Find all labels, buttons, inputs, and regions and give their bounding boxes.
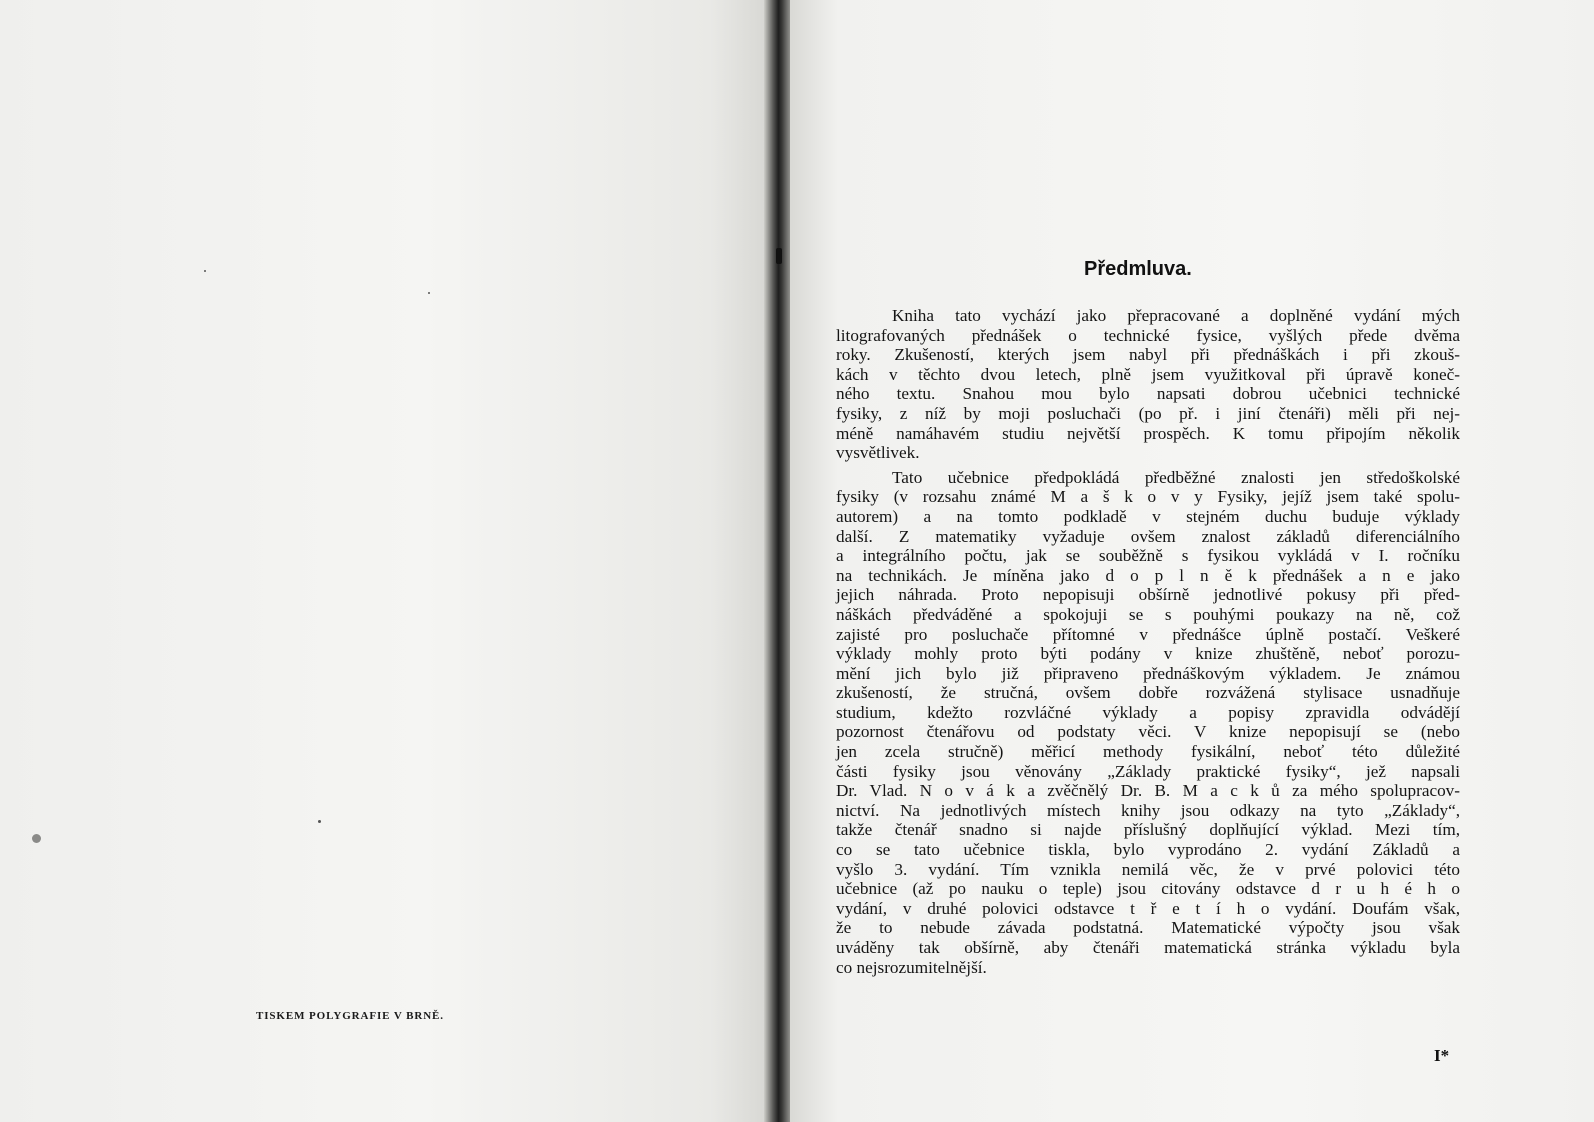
- text-line: vydání, v druhé polovici odstavce t ř e t í h o vydání. Doufám však,: [836, 898, 1460, 918]
- paragraph: [836, 468, 1460, 977]
- text-line: litografovaných přednášek o technické fysice, vyšlých přede dvěma: [836, 325, 1460, 345]
- paper-speck: [428, 292, 430, 294]
- text-line: vysvětlivek.: [836, 443, 920, 463]
- page-heading: Předmluva.: [1084, 258, 1192, 280]
- text-line: Kniha tato vychází jako přepracované a doplněné vydání mých: [892, 306, 1460, 325]
- paragraph: [836, 306, 1460, 463]
- text-line: jen zcela stručně) měřicí methody fysikální, neboť této důležité: [836, 742, 1460, 762]
- text-line: co nejsrozumitelnější.: [836, 957, 987, 977]
- text-line: jejich náhrada. Proto nepopisuji obšírně jednotlivé pokusy při před-: [836, 585, 1460, 605]
- binding-thread: [776, 248, 782, 264]
- paper-speck: [204, 270, 206, 272]
- text-line: výklady mohly proto býti podány v knize zhuštěně, neboť porozu-: [836, 644, 1460, 664]
- page-folio: I*: [1434, 1046, 1450, 1065]
- left-page: [0, 0, 772, 1122]
- preface-body: [836, 306, 1460, 977]
- text-line: zkušeností, že stručná, ovšem dobře rozvážená stylisace usnadňuje: [836, 683, 1460, 703]
- text-line: mění jich bylo již připraveno přednáškovým výkladem. Je známou: [836, 663, 1460, 683]
- text-line: Dr. Vlad. N o v á k a zvěčnělý Dr. B. M a c k ů za mého spolupracov-: [836, 781, 1460, 801]
- text-line: fysiky, z níž by moji posluchači (po př. i jiní čtenáři) měli při nej-: [836, 403, 1460, 423]
- text-line: studium, kdežto rozvláčné výklady a popisy zpravidla odvádějí: [836, 702, 1460, 722]
- text-line: co se tato učebnice tiskla, bylo vyprodáno 2. vydání Základů a: [836, 840, 1460, 860]
- text-line: pozornost čtenářovu od podstaty věci. V knize nepopisují se (nebo: [836, 722, 1460, 742]
- text-line: ného textu. Snahou mou bylo napsati dobrou učebnici technické: [836, 384, 1460, 404]
- text-line: fysiky (v rozsahu známé M a š k o v y Fysiky, jejíž jsem také spolu-: [836, 487, 1460, 507]
- text-line: takže čtenář snadno si najde příslušný doplňující výklad. Mezi tím,: [836, 820, 1460, 840]
- text-line: nictví. Na jednotlivých místech knihy jsou odkazy na tyto „Základy“,: [836, 800, 1460, 820]
- text-line: autorem) a na tomto podkladě v stejném duchu buduje výklady: [836, 506, 1460, 526]
- text-line: kách v těchto dvou letech, plně jsem využitkoval při úpravě koneč-: [836, 364, 1460, 384]
- text-line: náškách předváděné a spokojuji se s pouhými poukazy na ně, což: [836, 604, 1460, 624]
- text-line: učebnice (až po nauku o teple) jsou citovány odstavce d r u h é h o: [836, 879, 1460, 899]
- paper-speck: [318, 820, 321, 823]
- text-line: další. Z matematiky vyžaduje ovšem znalost základů diferenciálního: [836, 526, 1460, 546]
- text-line: a integrálního počtu, jak se souběžně s fysikou vykládá v I. ročníku: [836, 546, 1460, 566]
- text-line: části fysiky jsou věnovány „Základy praktické fysiky“, jež napsali: [836, 761, 1460, 781]
- text-line: že to nebude závada podstatná. Matematické výpočty jsou však: [836, 918, 1460, 938]
- printer-imprint: TISKEM POLYGRAFIE V BRNĚ.: [256, 1010, 444, 1022]
- paper-speck: [32, 834, 41, 843]
- text-line: uváděny tak obšírně, aby čtenáři matematická stránka výkladu byla: [836, 938, 1460, 957]
- text-line: Tato učebnice předpokládá předběžné znalosti jen středoškolské: [892, 467, 1460, 487]
- text-line: vyšlo 3. vydání. Tím vznikla nemilá věc, že v prvé polovici této: [836, 859, 1460, 879]
- text-line: roky. Zkušeností, kterých jsem nabyl při přednáškách i při zkouš-: [836, 345, 1460, 365]
- text-line: na technikách. Je míněna jako d o p l n ě k přednášek a n e jako: [836, 565, 1460, 585]
- text-line: zajisté pro posluchače přítomné v přednášce úplně postačí. Veškeré: [836, 624, 1460, 644]
- text-line: méně namáhavém studiu největší prospěch. K tomu připojím několik: [836, 423, 1460, 443]
